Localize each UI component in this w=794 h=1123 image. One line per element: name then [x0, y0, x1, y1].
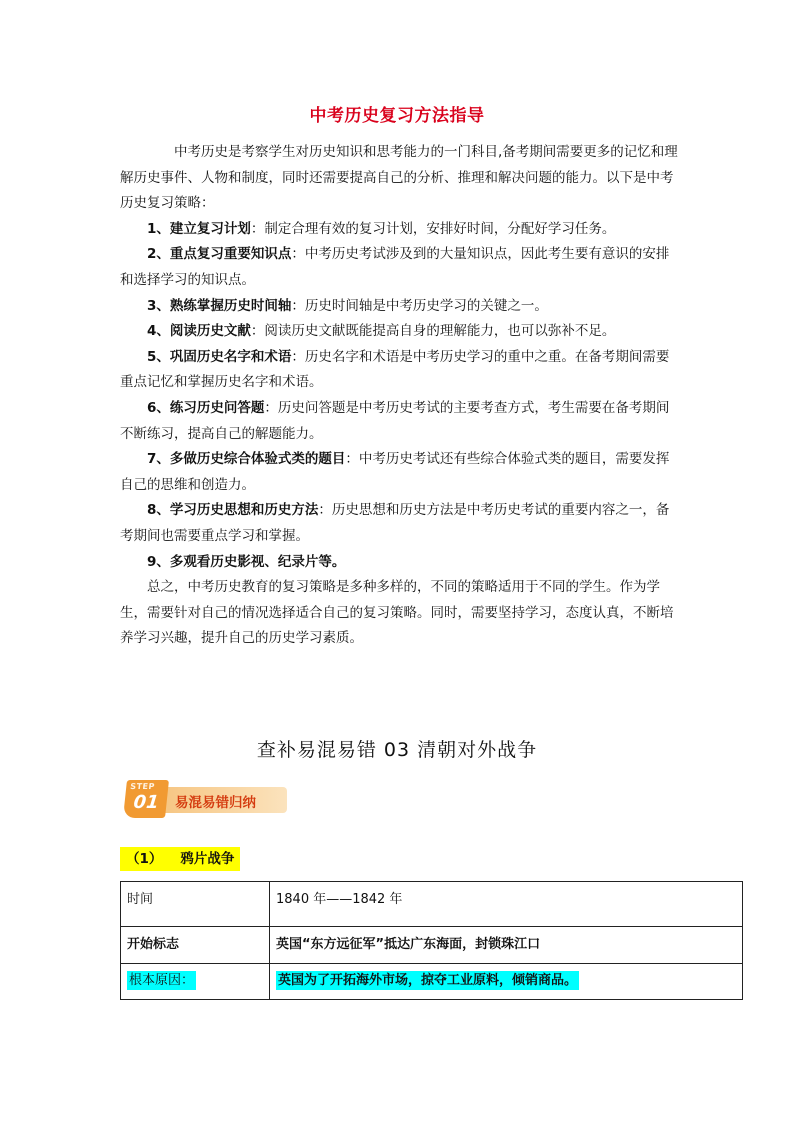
strategy-label: 2、重点复习重要知识点	[147, 246, 292, 263]
summary-paragraph: 总之，中考历史教育的复习策略是多种多样的，不同的策略适用于不同的学生。作为学生，需要针对自己的情况选择适合自己的复习策略。同时，需要坚持学习，态度认真，不断培养学习兴趣，提升自己的历史学习素质。	[120, 579, 674, 647]
strategy-label: 8、学习历史思想和历史方法	[147, 502, 319, 519]
strategy-text: ：中考历史考试还有些综合体验式类的题目，需要发挥自己的思维和创造力。	[120, 451, 670, 493]
table-row	[121, 964, 743, 1000]
strategy-text: ：历史时间轴是中考历史学习的关键之一。	[291, 297, 548, 314]
table-value: 1840 年——1842 年	[270, 882, 743, 927]
sub-heading-text: 鸦片战争	[180, 851, 235, 867]
step-badge-icon	[123, 780, 169, 818]
strategy-text: ：中考历史考试涉及到的大量知识点，因此考生要有意识的安排和选择学习的知识点。	[120, 246, 670, 288]
strategy-label: 1、建立复习计划	[147, 220, 251, 237]
table-value: 英国“东方远征军”抵达广东海面，封锁珠江口	[270, 927, 743, 964]
sub-heading	[120, 847, 240, 871]
strategy-label: 9、多观看历史影视、纪录片等。	[147, 553, 346, 570]
section-title: 查补易混易错 03 清朝对外战争	[256, 739, 538, 761]
strategy-item	[120, 447, 680, 498]
strategy-label: 4、阅读历史文献	[147, 323, 251, 340]
table-value	[270, 964, 743, 1000]
strategy-item	[120, 294, 680, 320]
strategy-item	[120, 498, 680, 549]
strategy-text: ：历史问答题是中考历史考试的主要考查方式，考生需要在备考期间不断练习，提高自己的解题能力。	[120, 399, 670, 442]
intro-paragraph: 中考历史是考察学生对历史知识和思考能力的一门科目,备考期间需要更多的记忆和理解历史事件、人物和制度，同时还需要提高自己的分析、推理和解决问题的能力。以下是中考历史复习策略：	[120, 144, 678, 212]
table-key	[121, 964, 270, 1000]
step-label: 易混易错归纳	[175, 795, 256, 811]
strategy-text: ：历史名字和术语是中考历史学习的重中之重。在备考期间需要重点记忆和掌握历史名字和术语。	[120, 348, 670, 391]
strategy-item	[120, 217, 680, 243]
strategy-item	[120, 550, 680, 576]
table-row	[121, 882, 743, 927]
strategy-label: 6、练习历史问答题	[147, 399, 265, 416]
strategy-text: ：制定合理有效的复习计划，安排好时间，分配好学习任务。	[250, 220, 616, 237]
step-badge-top: STEP	[129, 782, 156, 791]
strategy-label: 7、多做历史综合体验式类的题目	[147, 451, 346, 468]
strategy-item	[120, 345, 680, 396]
guide-body	[120, 140, 680, 652]
strategy-list	[120, 217, 680, 575]
strategy-item	[120, 319, 680, 345]
strategy-item	[120, 242, 680, 293]
sub-heading-number: （1）	[126, 851, 163, 867]
highlighted-value: 英国为了开拓海外市场，掠夺工业原料，倾销商品。	[278, 973, 578, 988]
strategy-label: 3、熟练掌握历史时间轴	[147, 297, 292, 314]
step-badge-number: 01	[132, 792, 160, 813]
page-title: 中考历史复习方法指导	[309, 106, 485, 126]
step-banner	[125, 780, 290, 820]
highlighted-key: 根本原因：	[129, 973, 195, 988]
strategy-text: ：阅读历史文献既能提高自身的理解能力，也可以弥补不足。	[250, 323, 616, 340]
table-key: 时间	[121, 882, 270, 927]
strategy-text: ：历史思想和历史方法是中考历史考试的重要内容之一，备考期间也需要重点学习和掌握。	[120, 502, 670, 544]
info-table	[120, 881, 743, 1000]
strategy-label: 5、巩固历史名字和术语	[147, 348, 292, 365]
table-key: 开始标志	[121, 927, 270, 964]
strategy-item	[120, 396, 680, 447]
table-row	[121, 927, 743, 964]
